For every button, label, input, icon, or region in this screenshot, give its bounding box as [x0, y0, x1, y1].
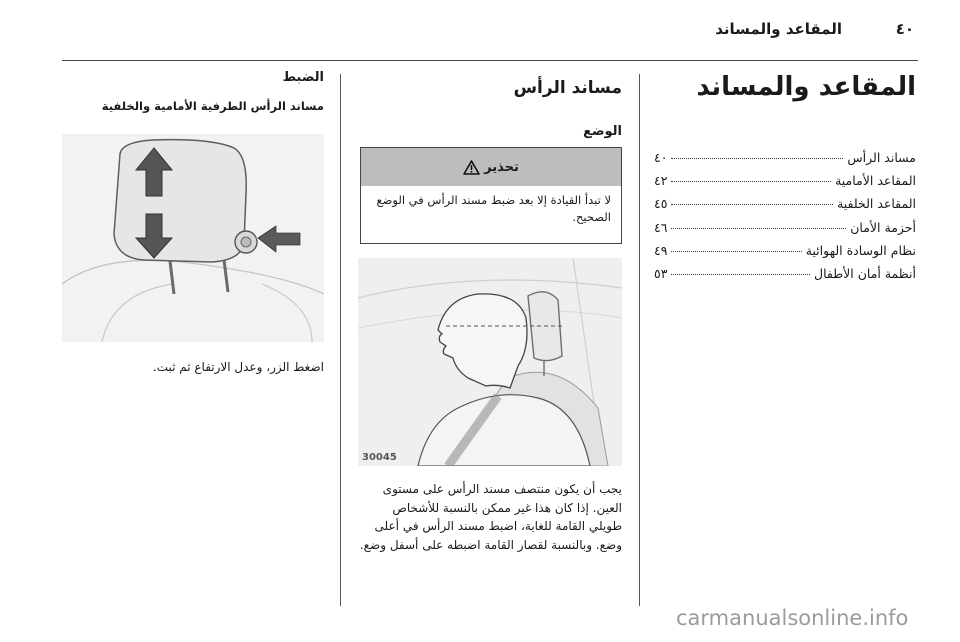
toc-leader	[671, 204, 833, 205]
toc-item-label: أحزمة الأمان	[850, 219, 916, 235]
column-divider-left	[340, 74, 341, 606]
toc-item[interactable]	[654, 243, 916, 266]
toc-leader	[671, 274, 810, 275]
column-divider-right	[639, 74, 640, 606]
toc-item[interactable]	[654, 173, 916, 196]
section-subtitle: الوضع	[583, 124, 622, 139]
toc-item-page: ٤٠	[654, 150, 668, 165]
toc-item-page: ٤٥	[654, 196, 668, 212]
chapter-toc	[654, 150, 916, 289]
warning-triangle-icon	[463, 160, 480, 175]
adjustment-title: الضبط	[282, 70, 324, 85]
header-rule	[62, 60, 918, 61]
toc-item-page: ٥٣	[654, 265, 668, 281]
toc-item[interactable]	[654, 220, 916, 243]
toc-item-label: المقاعد الخلفية	[837, 196, 916, 212]
toc-leader	[671, 251, 801, 252]
toc-item-page: ٤٩	[654, 242, 668, 258]
toc-leader	[671, 181, 831, 182]
running-header-title: المقاعد والمساند	[715, 20, 842, 38]
toc-item-page: ٤٢	[654, 173, 668, 189]
toc-item[interactable]	[654, 266, 916, 289]
toc-leader	[671, 228, 846, 229]
toc-item-label: نظام الوسادة الهوائية	[805, 242, 916, 258]
warning-text: لا تبدأ القيادة إلا بعد ضبط مسند الرأس في الوضع الصحيح.	[376, 193, 611, 224]
adjustment-paragraph: اضغط الزر، وعدل الارتفاع ثم ثبت.	[152, 360, 324, 374]
page-number: ٤٠	[895, 20, 914, 38]
toc-item-label: أنظمة أمان الأطفال	[813, 265, 916, 281]
section-title: مساند الرأس	[513, 78, 622, 98]
headrest-adjustment-illustration	[62, 134, 324, 342]
toc-item-label: المقاعد الأمامية	[835, 173, 916, 189]
warning-heading: تحذير	[484, 159, 519, 175]
watermark: carmanualsonline.info	[676, 606, 909, 630]
figure-code: 30045	[362, 452, 397, 463]
toc-item-label: مساند الرأس	[847, 150, 916, 165]
section-paragraph: يجب أن يكون منتصف مسند الرأس على مستوى العين. إذا كان هذا غير ممكن بالنسبة للأشخاص طويلي القامة للغاية، اضبط مسند الرأس في أعلى وضع. وبالنسبة لقصار القامة اضبطه على أسفل وضع.	[359, 482, 622, 552]
warning-box	[360, 147, 622, 244]
toc-leader	[671, 158, 843, 159]
adjustment-subtitle: مساند الرأس الطرفية الأمامية والخلفية	[101, 99, 324, 113]
warning-header	[361, 148, 621, 186]
toc-item-page: ٤٦	[654, 219, 668, 235]
toc-item[interactable]	[654, 196, 916, 219]
chapter-title: المقاعد والمساند	[696, 72, 916, 102]
headrest-position-illustration	[358, 258, 622, 466]
toc-item[interactable]	[654, 150, 916, 173]
